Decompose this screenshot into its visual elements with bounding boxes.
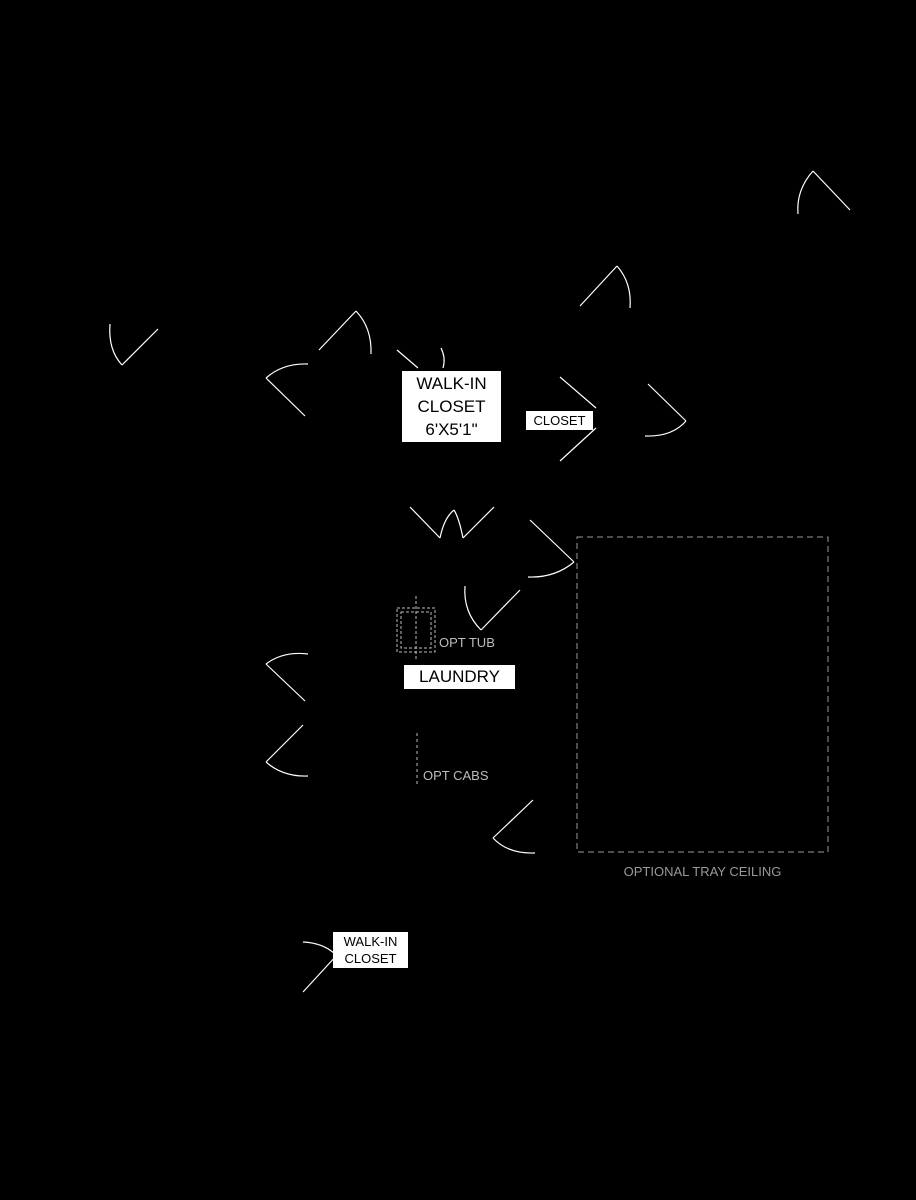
opt-cabs-label: OPT CABS: [423, 768, 489, 783]
optional-tray-ceiling-outline: [577, 537, 828, 852]
door-swing-left-mid-2: [266, 725, 308, 776]
walk-in-closet-label: [402, 371, 501, 442]
door-swing-left-top: [110, 324, 158, 365]
door-swing-walkin-top: [397, 348, 444, 368]
optional-tray-ceiling-label: OPTIONAL TRAY CEILING: [623, 864, 782, 879]
door-swing-double-bath: [410, 507, 494, 538]
door-swing-left-mid-1: [266, 653, 308, 701]
door-swing-small-closet: [303, 942, 337, 992]
walk-in-closet-small-line-1: WALK-IN: [343, 934, 398, 949]
door-swing-lower-mid: [493, 800, 535, 853]
door-swing-top-right: [798, 171, 850, 214]
opt-tub-label: OPT TUB: [439, 635, 495, 650]
door-swing-right-closet: [645, 384, 686, 436]
laundry-label: LAUNDRY: [404, 665, 515, 689]
walk-in-closet-small-line-2: CLOSET: [344, 951, 397, 966]
door-swing-closet-top-left: [319, 311, 371, 354]
door-swing-laundry-top: [465, 586, 520, 630]
walk-in-closet-small-label: [333, 932, 408, 968]
walk-in-closet-line-1: WALK-IN: [416, 374, 487, 393]
closet-label: CLOSET: [526, 411, 593, 430]
optional-tub-outline: [397, 596, 435, 660]
door-swing-bath-right: [528, 520, 574, 577]
door-swing-upper-mid: [580, 266, 630, 308]
walk-in-closet-dimensions: 6'X5'1": [425, 420, 478, 439]
door-swing-closet-left: [266, 364, 308, 416]
walk-in-closet-line-2: CLOSET: [417, 397, 486, 416]
